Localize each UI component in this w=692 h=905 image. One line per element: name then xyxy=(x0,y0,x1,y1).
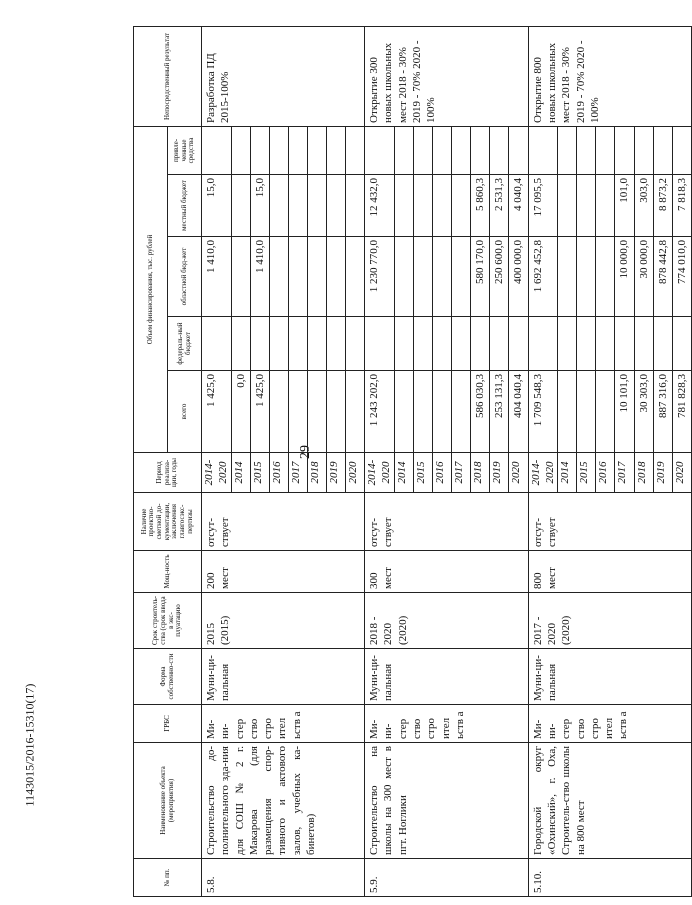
other-cell xyxy=(413,126,432,174)
federal-cell xyxy=(653,317,672,371)
period-cell: 2018 xyxy=(308,453,327,493)
regional-cell xyxy=(451,237,470,317)
federal-cell xyxy=(346,317,365,371)
federal-cell xyxy=(308,317,327,371)
local-cell xyxy=(270,175,289,237)
total-cell: 30 303,0 xyxy=(634,371,653,453)
total-cell: 253 131,3 xyxy=(490,371,509,453)
federal-cell xyxy=(596,317,615,371)
row-result: Открытие 800 новых школьных мест 2018 - 30% 2019 - 70% 2020 - 100% xyxy=(528,26,692,126)
period-cell: 2014 xyxy=(394,453,413,493)
local-cell: 5 860,3 xyxy=(470,175,489,237)
regional-cell xyxy=(558,237,577,317)
regional-cell xyxy=(577,237,596,317)
other-cell xyxy=(365,126,395,174)
other-cell xyxy=(509,126,528,174)
total-cell xyxy=(432,371,451,453)
total-cell xyxy=(596,371,615,453)
total-cell xyxy=(394,371,413,453)
page-number: 29 xyxy=(298,445,313,459)
period-cell: 2017 xyxy=(289,453,308,493)
total-cell xyxy=(308,371,327,453)
federal-cell xyxy=(673,317,692,371)
header-docs: Наличие проектно-сметной до-кументации, заключения главгосэкс-пертизы xyxy=(134,493,202,551)
other-cell xyxy=(558,126,577,174)
row-capacity: 800 мест xyxy=(528,551,692,593)
regional-cell: 10 000,0 xyxy=(615,237,634,317)
regional-cell: 400 000,0 xyxy=(509,237,528,317)
regional-cell xyxy=(394,237,413,317)
header-total: всего xyxy=(168,371,202,453)
period-cell: 2018 xyxy=(634,453,653,493)
other-cell xyxy=(327,126,346,174)
row-result: Открытие 300 новых школьных мест 2018 - 30% 2019 - 70% 2020 - 100% xyxy=(365,26,528,126)
header-capacity: Мощ-ность xyxy=(134,551,202,593)
row-term: 2017 - 2020 (2020) xyxy=(528,593,692,649)
regional-cell: 1 410,0 xyxy=(202,237,232,317)
row-ownership: Муни-ци-пальная xyxy=(365,649,528,705)
regional-cell: 30 000,0 xyxy=(634,237,653,317)
local-cell xyxy=(577,175,596,237)
local-cell: 2 531,3 xyxy=(490,175,509,237)
regional-cell: 774 010,0 xyxy=(673,237,692,317)
total-cell xyxy=(577,371,596,453)
local-cell: 17 095,5 xyxy=(528,175,558,237)
regional-cell xyxy=(327,237,346,317)
regional-cell xyxy=(346,237,365,317)
other-cell xyxy=(202,126,232,174)
header-federal: федераль-ный бюджет xyxy=(168,317,202,371)
total-cell xyxy=(413,371,432,453)
row-term: 2018 - 2020 (2020) xyxy=(365,593,528,649)
local-cell: 4 040,4 xyxy=(509,175,528,237)
other-cell xyxy=(231,126,250,174)
header-local: местный бюджет xyxy=(168,175,202,237)
local-cell xyxy=(327,175,346,237)
local-cell xyxy=(394,175,413,237)
period-cell: 2020 xyxy=(509,453,528,493)
period-cell: 2014 xyxy=(231,453,250,493)
regional-cell xyxy=(270,237,289,317)
federal-cell xyxy=(413,317,432,371)
federal-cell xyxy=(270,317,289,371)
total-cell: 1 425,0 xyxy=(202,371,232,453)
total-cell xyxy=(327,371,346,453)
document-code: 1143015/2016-15310(17) xyxy=(22,683,37,807)
period-cell: 2014-2020 xyxy=(365,453,395,493)
row-term: 2015 (2015) xyxy=(202,593,365,649)
total-cell: 0,0 xyxy=(231,371,250,453)
other-cell xyxy=(289,126,308,174)
period-cell: 2016 xyxy=(596,453,615,493)
other-cell xyxy=(346,126,365,174)
other-cell xyxy=(615,126,634,174)
local-cell: 303,0 xyxy=(634,175,653,237)
local-cell xyxy=(231,175,250,237)
header-regional: областной бюд-жет xyxy=(168,237,202,317)
federal-cell xyxy=(577,317,596,371)
row-docs: отсут-ствует xyxy=(528,493,692,551)
total-cell xyxy=(346,371,365,453)
local-cell xyxy=(451,175,470,237)
funding-table xyxy=(133,26,692,897)
other-cell xyxy=(577,126,596,174)
local-cell xyxy=(432,175,451,237)
federal-cell xyxy=(509,317,528,371)
total-cell xyxy=(289,371,308,453)
federal-cell xyxy=(250,317,269,371)
row-name: Строительство на школы на 300 мест в пгт. Ноглики xyxy=(365,743,528,859)
other-cell xyxy=(270,126,289,174)
rotated-table-container xyxy=(133,27,689,897)
federal-cell xyxy=(231,317,250,371)
federal-cell xyxy=(634,317,653,371)
regional-cell xyxy=(596,237,615,317)
regional-cell: 250 600,0 xyxy=(490,237,509,317)
header-grbs: ГРБС xyxy=(134,705,202,743)
local-cell: 101,0 xyxy=(615,175,634,237)
federal-cell xyxy=(365,317,395,371)
period-cell: 2019 xyxy=(490,453,509,493)
federal-cell xyxy=(394,317,413,371)
regional-cell: 1 230 770,0 xyxy=(365,237,395,317)
total-cell: 781 828,3 xyxy=(673,371,692,453)
federal-cell xyxy=(289,317,308,371)
regional-cell xyxy=(413,237,432,317)
table-row xyxy=(528,26,558,896)
period-cell: 2015 xyxy=(413,453,432,493)
row-num: 5.10. xyxy=(528,859,692,897)
period-cell: 2019 xyxy=(327,453,346,493)
federal-cell xyxy=(470,317,489,371)
regional-cell: 1 692 452,8 xyxy=(528,237,558,317)
table-row xyxy=(365,26,395,896)
other-cell xyxy=(673,126,692,174)
total-cell: 887 316,0 xyxy=(653,371,672,453)
regional-cell xyxy=(289,237,308,317)
period-cell: 2017 xyxy=(451,453,470,493)
row-num: 5.8. xyxy=(202,859,365,897)
row-grbs: Ми-ни-стер ство стро ител ьств а xyxy=(202,705,365,743)
period-cell: 2016 xyxy=(270,453,289,493)
period-cell: 2014 xyxy=(558,453,577,493)
total-cell xyxy=(451,371,470,453)
period-cell: 2016 xyxy=(432,453,451,493)
header-name: Наименование объекта (мероприятия) xyxy=(134,743,202,859)
header-num: № пп. xyxy=(134,859,202,897)
total-cell: 404 040,4 xyxy=(509,371,528,453)
other-cell xyxy=(528,126,558,174)
row-result: Разработка ПД 2015-100% xyxy=(202,26,365,126)
period-cell: 2015 xyxy=(250,453,269,493)
table-row xyxy=(202,26,232,896)
table-body xyxy=(202,26,692,896)
total-cell: 1 425,0 xyxy=(250,371,269,453)
regional-cell xyxy=(308,237,327,317)
row-grbs: Ми-ни-стер ство стро ител ьств а xyxy=(528,705,692,743)
row-docs: отсут-ствует xyxy=(365,493,528,551)
period-cell: 2020 xyxy=(673,453,692,493)
local-cell: 15,0 xyxy=(250,175,269,237)
period-cell: 2020 xyxy=(346,453,365,493)
total-cell xyxy=(270,371,289,453)
local-cell xyxy=(308,175,327,237)
other-cell xyxy=(250,126,269,174)
other-cell xyxy=(394,126,413,174)
period-cell: 2017 xyxy=(615,453,634,493)
row-capacity: 200 мест xyxy=(202,551,365,593)
period-cell: 2014-2020 xyxy=(202,453,232,493)
header-other: привле-ченные средства xyxy=(168,126,202,174)
row-ownership: Муни-ци-пальная xyxy=(528,649,692,705)
local-cell: 15,0 xyxy=(202,175,232,237)
other-cell xyxy=(432,126,451,174)
federal-cell xyxy=(528,317,558,371)
total-cell: 586 030,3 xyxy=(470,371,489,453)
row-name: Строительство до-полнительного зда-ния для СОШ № 2 г. Макарова (для размещения спор-тивного и актового залов, учебных ка-бинетов) xyxy=(202,743,365,859)
federal-cell xyxy=(202,317,232,371)
period-cell: 2015 xyxy=(577,453,596,493)
local-cell xyxy=(558,175,577,237)
federal-cell xyxy=(615,317,634,371)
period-cell: 2019 xyxy=(653,453,672,493)
other-cell xyxy=(653,126,672,174)
period-cell: 2018 xyxy=(470,453,489,493)
row-docs: отсут-ствует xyxy=(202,493,365,551)
regional-cell xyxy=(231,237,250,317)
local-cell xyxy=(413,175,432,237)
total-cell: 10 101,0 xyxy=(615,371,634,453)
federal-cell xyxy=(490,317,509,371)
header-term: Срок строитель-ства (срок ввода в экс-плуатацию xyxy=(134,593,202,649)
header-result: Непосредственный результат xyxy=(134,26,202,126)
total-cell xyxy=(558,371,577,453)
row-num: 5.9. xyxy=(365,859,528,897)
other-cell xyxy=(596,126,615,174)
local-cell xyxy=(289,175,308,237)
regional-cell: 878 442,8 xyxy=(653,237,672,317)
total-cell: 1 243 202,0 xyxy=(365,371,395,453)
period-cell: 2014-2020 xyxy=(528,453,558,493)
local-cell: 7 818,3 xyxy=(673,175,692,237)
header-ownership: Форма собственно-сти xyxy=(134,649,202,705)
local-cell xyxy=(346,175,365,237)
row-capacity: 300 мест xyxy=(365,551,528,593)
other-cell xyxy=(490,126,509,174)
federal-cell xyxy=(558,317,577,371)
total-cell: 1 709 548,3 xyxy=(528,371,558,453)
other-cell xyxy=(308,126,327,174)
other-cell xyxy=(451,126,470,174)
local-cell: 8 873,2 xyxy=(653,175,672,237)
row-ownership: Муни-ци-пальная xyxy=(202,649,365,705)
federal-cell xyxy=(451,317,470,371)
row-grbs: Ми-ни-стер ство стро ител ьств а xyxy=(365,705,528,743)
other-cell xyxy=(470,126,489,174)
federal-cell xyxy=(432,317,451,371)
regional-cell: 580 170,0 xyxy=(470,237,489,317)
other-cell xyxy=(634,126,653,174)
local-cell: 12 432,0 xyxy=(365,175,395,237)
regional-cell xyxy=(432,237,451,317)
regional-cell: 1 410,0 xyxy=(250,237,269,317)
row-name: Городской округ «Охинский», г. Оха, Строитель-ство школы на 800 мест xyxy=(528,743,692,859)
local-cell xyxy=(596,175,615,237)
federal-cell xyxy=(327,317,346,371)
header-funding-group: Объем финансирования, тыс. рублей xyxy=(134,126,168,452)
header-period: Период реализа-ции, годы xyxy=(134,453,202,493)
